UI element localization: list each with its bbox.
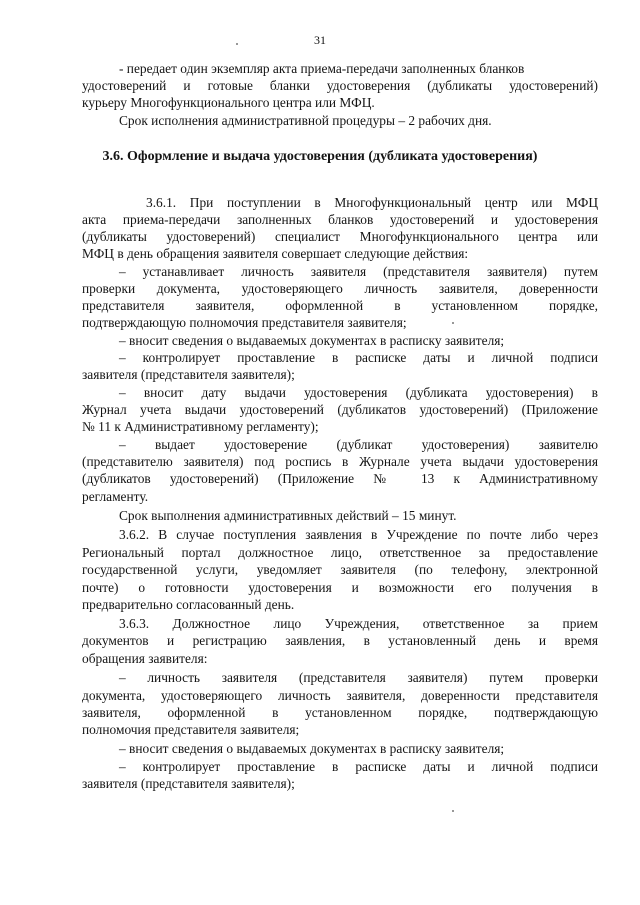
text-line: акта приема-передачи заполненных бланков удостоверений и удостоверения xyxy=(82,212,598,227)
text-line: – вносит сведения о выдаваемых документах в расписку заявителя; xyxy=(119,741,505,756)
text-line: – вносит сведения о выдаваемых документах в расписку заявителя; xyxy=(119,333,505,348)
text-line: государственной услуги, уведомляет заявителя (по телефону, электронной xyxy=(82,562,598,577)
text-line: Срок исполнения административной процедуры – 2 рабочих дня. xyxy=(119,113,492,128)
text-line: полномочия представителя заявителя; xyxy=(82,722,300,737)
text-line: почте) о готовности удостоверения и возможности его получения в xyxy=(82,580,598,595)
text-line: обращения заявителя: xyxy=(82,651,208,666)
text-line: – личность заявителя (представителя заявителя) путем проверки xyxy=(119,670,598,685)
scan-speck xyxy=(236,43,238,45)
text-line: 3.6.3. Должностное лицо Учреждения, ответственное за прием xyxy=(119,616,598,631)
text-line: (дубликатов удостоверений) (Приложение № 13 к Административному xyxy=(82,471,598,486)
text-line: – устанавливает личность заявителя (представителя заявителя) путем xyxy=(119,264,598,279)
page-number: 31 xyxy=(314,33,326,47)
text-line: МФЦ в день обращения заявителя совершает следующие действия: xyxy=(82,246,469,261)
scan-speck xyxy=(452,322,454,324)
text-line: представителя заявителя, оформленной в установленном порядке, xyxy=(82,298,598,313)
text-line: - передает один экземпляр акта приема-передачи заполненных бланков xyxy=(119,61,525,76)
text-line: 3.6.2. В случае поступления заявления в Учреждение по почте либо через xyxy=(119,527,598,542)
text-line: курьеру Многофункционального центра или МФЦ. xyxy=(82,95,375,110)
text-line: Региональный портал должностное лицо, ответственное за предоставление xyxy=(82,545,598,560)
text-line: – вносит дату выдачи удостоверения (дубликата удостоверения) в xyxy=(119,385,598,400)
text-line: Журнал учета выдачи удостоверений (дубликатов удостоверений) (Приложение xyxy=(82,402,598,417)
text-line: – контролирует проставление в расписке даты и личной подписи xyxy=(119,759,598,774)
text-line: удостоверений и готовые бланки удостоверения (дубликаты удостоверений) xyxy=(82,78,598,93)
text-line: 3.6.1. При поступлении в Многофункциональный центр или МФЦ xyxy=(146,195,598,210)
text-line: (дубликаты удостоверений) специалист Многофункционального центра или xyxy=(82,229,598,244)
text-line: заявителя (представителя заявителя); xyxy=(82,367,295,382)
text-line: проверки документа, удостоверяющего личность заявителя, доверенности xyxy=(82,281,598,296)
text-line: – контролирует проставление в расписке даты и личной подписи xyxy=(119,350,598,365)
text-line: предварительно согласованный день. xyxy=(82,597,295,612)
section-heading: 3.6. Оформление и выдача удостоверения (дубликата удостоверения) xyxy=(102,149,538,164)
text-line: документов и регистрацию заявления, в установленный день и время xyxy=(82,633,598,648)
text-line: заявителя, оформленной в установленном порядке, подтверждающую xyxy=(82,705,598,720)
text-line: документа, удостоверяющего личность заявителя, доверенности представителя xyxy=(82,688,598,703)
text-line: заявителя (представителя заявителя); xyxy=(82,776,295,791)
scan-speck xyxy=(452,810,454,812)
text-line: – выдает удостоверение (дубликат удостоверения) заявителю xyxy=(119,437,598,452)
text-line: регламенту. xyxy=(82,489,149,504)
text-line: подтверждающую полномочия представителя заявителя; xyxy=(82,315,407,330)
text-line: № 11 к Административному регламенту); xyxy=(82,419,319,434)
text-line: Срок выполнения административных действий – 15 минут. xyxy=(119,508,457,523)
text-line: (представителю заявителя) под роспись в Журнале учета выдачи удостоверения xyxy=(82,454,598,469)
